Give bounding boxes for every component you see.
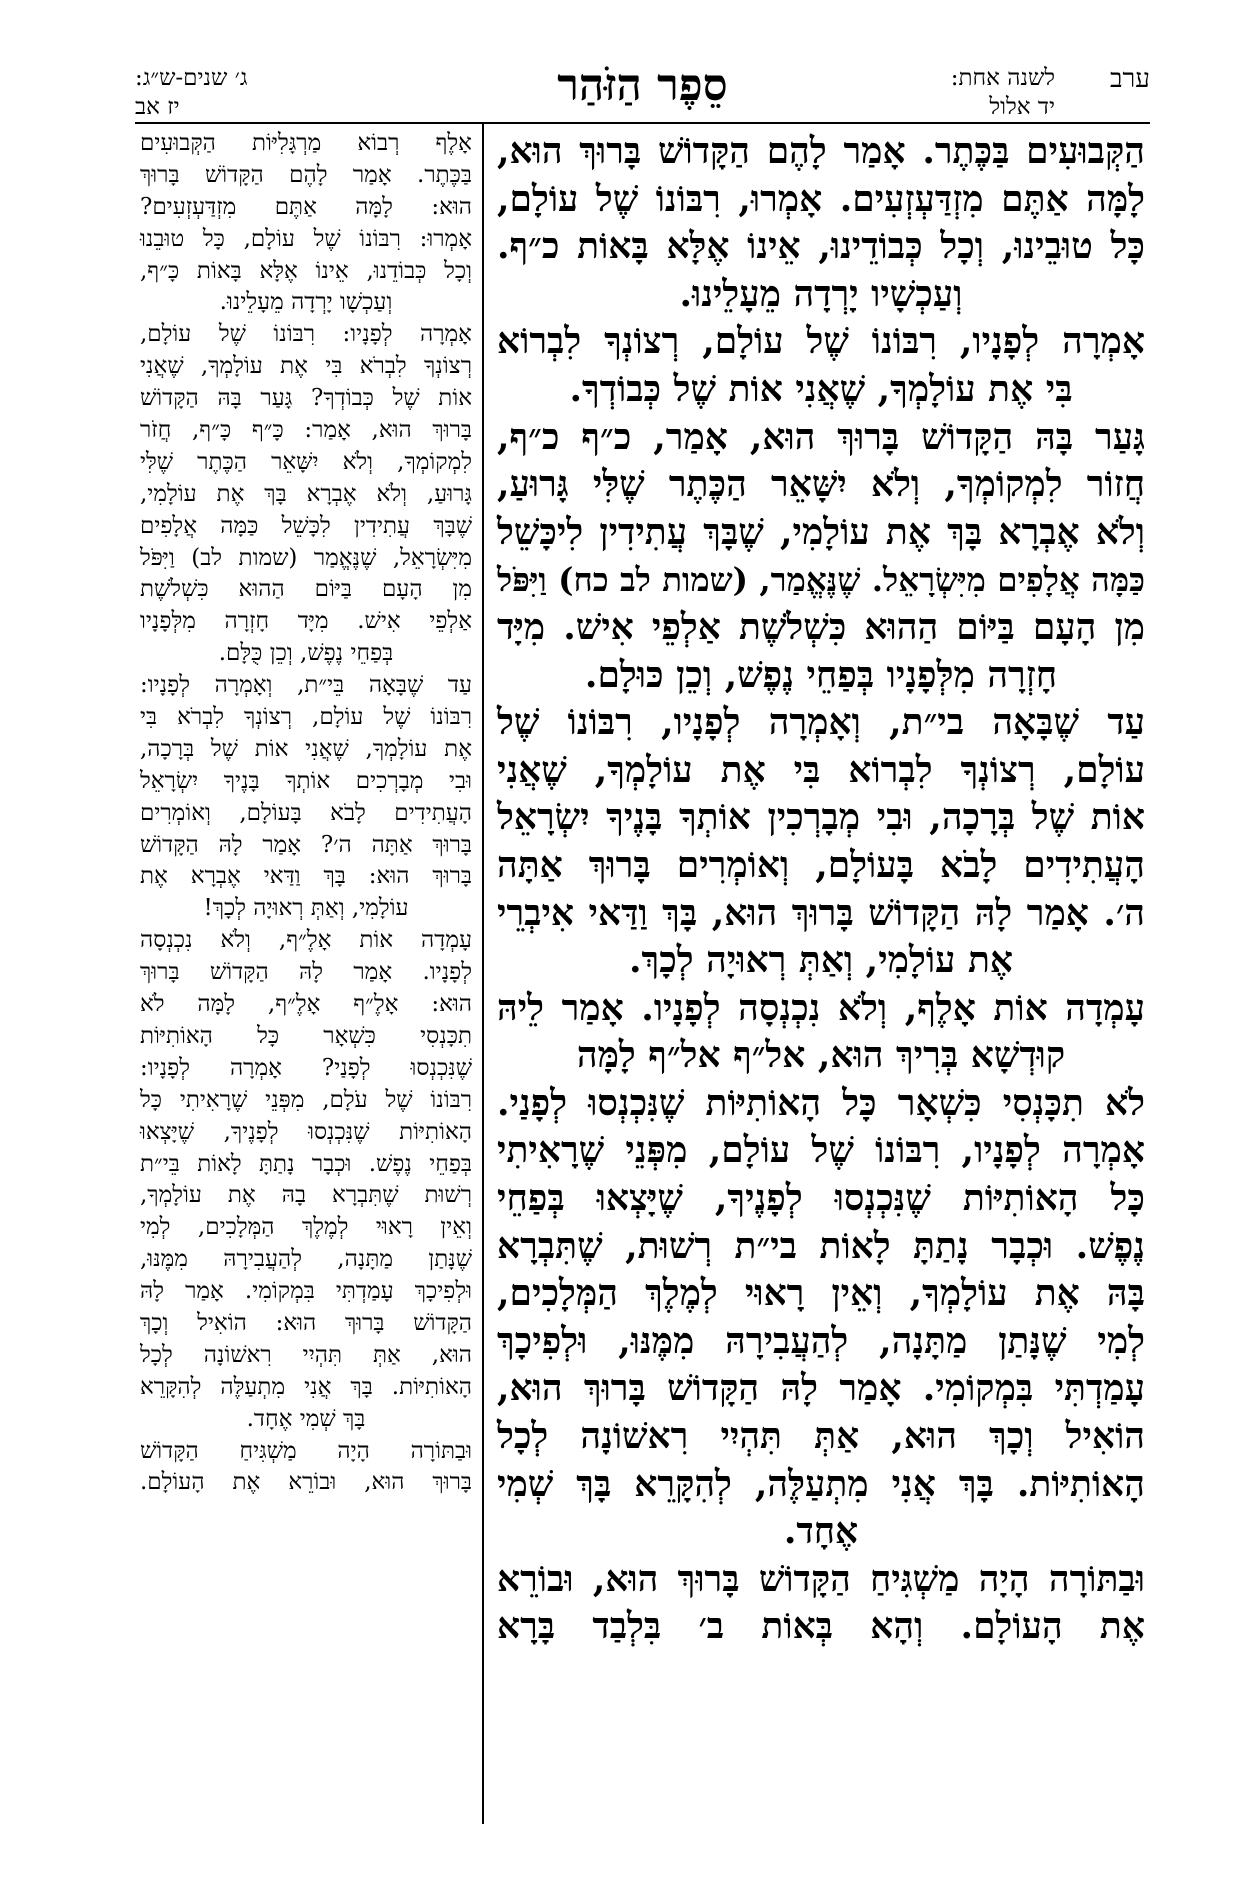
commentary-line: בְּפַחֵי נֶפֶשׁ. וּכְבָר נָתַתָּ לָאוֹת בֵּי״ת xyxy=(140,1150,472,1177)
commentary-line: הָעֲתִידִים לָבֹא בָּעוֹלָם, וְאוֹמְרִים xyxy=(140,799,472,826)
section-line-1: ג׳ שנים-ש״ג: xyxy=(135,65,248,91)
commentary-line: שֶׁנָּתַן מַתָּנָה, לְהַעֲבִירָהּ מִמֶּנּוּ, xyxy=(140,1246,472,1273)
main-text-line: קוּדְשָׁא בְּרִיךְ הוּא, אל״ף אל״ף לָמָּה xyxy=(576,1034,1066,1077)
commentary-line: בְּפַחֵי נֶפֶשׁ, וְכֵן כֻּלָּם. xyxy=(218,640,394,667)
commentary-line: אָלֶף רְבוֹא מַרְגָּלִיּוֹת הַקְּבוּעִים xyxy=(140,130,472,156)
main-text-line: מִן הָעָם בַּיּוֹם הַהוּא כִּשְׁלֹשֶׁת אַלְפֵי אִישׁ. מִיָּד xyxy=(497,605,1145,648)
main-text-line: וְלֹא אֶבְרָא בָּךְ אֶת עוֹלָמִי, שֶׁבָּךְ עֲתִידִין לִיכָּשֵׁל xyxy=(497,510,1145,553)
header-corner-label: ערב xyxy=(1109,64,1150,94)
main-text-line: ה׳. אָמַר לָהּ הַקָּדוֹשׁ בָּרוּךְ הוּא, בָּךְ וַדַּאי אִיבְרֵי xyxy=(497,891,1145,934)
commentary-line: רִבּוֹנוֹ שֶׁל עֹלָם, מִפְּנֵי שֶׁרָאִיתִי כָּל xyxy=(140,1086,472,1113)
main-text-line: אָמְרָה לְפָנָיו, רִבּוֹנוֹ שֶׁל עוֹלָם, רְצוֹנְךָ לִבְרוֹא xyxy=(497,320,1145,363)
commentary-line: אָמְרוּ: רִבּוֹנוֹ שֶׁל עוֹלָם, כָּל טוּבֵנוּ xyxy=(140,225,472,252)
commentary-line: אוֹת שֶׁל כְּבוֹדְךָ? גָּעַר בָּהּ הַקָּדוֹשׁ xyxy=(140,385,472,412)
commentary-line: הוּא, אַתְּ תִּהְיִי רִאשׁוֹנָה לְכָל xyxy=(140,1341,472,1368)
main-text-line: לְמִי שֶׁנָּתַן מַתָּנָה, לְהַעֲבִירָהּ מִמֶּנּוּ, וּלְפִיכָךְ xyxy=(497,1319,1145,1362)
section-line-2: יז אב xyxy=(135,94,180,120)
main-text-line: וּבַתּוֹרָה הָיָה מַשְׁגִּיחַ הַקָּדוֹשׁ בָּרוּךְ הוּא, וּבוֹרֵא xyxy=(497,1557,1145,1600)
commentary-line: עוֹלָמִי, וְאַתְּ רְאוּיָה לְכָךְ! xyxy=(203,895,409,922)
main-text-line: כָּל טוּבֵינוּ, וְכָל כְּבוֹדֵינוּ, אֵינוֹ אֶלָּא בָּאוֹת כ״ף. xyxy=(497,225,1145,268)
main-text-line: עַד שֶׁבָּאָה בי״ת, וְאָמְרָה לְפָנָיו, רִבּוֹנוֹ שֶׁל xyxy=(497,701,1145,744)
main-text-line: נֶפֶשׁ. וּכְבָר נָתַתָּ לָאוֹת בי״ת רְשׁוּת, שֶׁתִּבְרָא xyxy=(497,1224,1145,1267)
main-text-line: לָמָּה אַתֶּם מִזְדַּעְזְעִים. אָמְרוּ, רִבּוֹנוֹ שֶׁל עוֹלָם, xyxy=(497,177,1145,220)
commentary-line: וְכָל כְּבוֹדֵנוּ, אֵינוֹ אֶלָּא בָּאוֹת כָּ״ף, xyxy=(140,257,472,284)
commentary-line: וְאֵין רָאוּי לְמֶלֶךְ הַמְּלָכִים, לְמִי xyxy=(140,1214,472,1241)
main-text-line: אוֹת שֶׁל בְּרָכָה, וּבִי מְבָרְכִין אוֹתְךָ בָּנֶיךָ יִשְׂרָאֵל xyxy=(497,796,1145,839)
main-text-line: בִּי אֶת עוֹלָמְךָ, שֶׁאֲנִי אוֹת שֶׁל כְּבוֹדְךָ. xyxy=(569,367,1073,410)
main-text-line: לֹא תִכָּנְסִי כִּשְׁאָר כָּל הָאוֹתִיּוֹת שֶׁנִּכְנְסוּ לְפָנַי. xyxy=(497,1081,1145,1124)
commentary-line: אֶת עוֹלָמְךָ, שֶׁאֲנִי אוֹת שֶׁל בְּרָכָה, xyxy=(140,735,472,762)
commentary-line: לְפָנָיו. אָמַר לָהּ הַקָּדוֹשׁ בָּרוּךְ xyxy=(140,959,472,986)
main-text-line: הוֹאִיל וְכָךְ הוּא, אַתְּ תִּהְיִי רִאשׁוֹנָה לְכָל xyxy=(497,1415,1145,1458)
commentary-line: הַקָּדוֹשׁ בָּרוּךְ הוּא: הוֹאִיל וְכָךְ xyxy=(140,1309,472,1336)
commentary-line: בָּךְ שְׁמִי אֶחָד. xyxy=(246,1405,366,1432)
commentary-line: וּבַתּוֹרָה הָיָה מַשְׁגִּיחַ הַקָּדוֹשׁ xyxy=(140,1437,472,1464)
main-text-line: בָּהּ אֶת עוֹלָמְךָ, וְאֵין רָאוּי לְמֶלֶךְ הַמְּלָכִים, xyxy=(497,1272,1145,1315)
column-divider xyxy=(482,124,484,1824)
commentary-line: רְצוֹנְךָ לִבְרֹא בִּי אֶת עוֹלָמְךָ, שֶׁאֲנִי xyxy=(140,353,472,380)
main-text-line: הָאוֹתִיּוֹת. בָּךְ אֲנִי מִתְעַלֶּה, לְהִקָּרֵא בָּךְ שְׁמִי xyxy=(497,1462,1145,1505)
main-text-line: כָּל הָאוֹתִיּוֹת שֶׁנִּכְנְסוּ לְפָנֶיךָ, שֶׁיָּצְאוּ בְּפַחֵי xyxy=(497,1177,1145,1220)
commentary-line: עָמְדָה אוֹת אָלֶ״ף, וְלֹא נִכְנְסָה xyxy=(140,927,472,954)
commentary-line: גָּרוּעַ, וְלֹא אֶבְרָא בָּךְ אֶת עוֹלָמִי, xyxy=(140,480,472,507)
header-rule xyxy=(135,122,1150,124)
main-text-line: עָמְדָה אוֹת אָלֶף, וְלֹא נִכְנְסָה לְפָנָיו. אָמַר לֵיהּ xyxy=(497,986,1145,1029)
commentary-line: וּבִי מְבָרְכִים אוֹתְךָ בָּנֶיךָ יִשְׂרָאֵל xyxy=(140,767,472,794)
main-text-line: חָזְרָה מִלְּפָנָיו בְּפַחֵי נֶפֶשׁ, וְכֵן כּוּלָם. xyxy=(584,653,1058,696)
main-text-line: חֲזוֹר לִמְקוֹמְךָ, וְלֹא יִשָּׁאֵר הַכֶּתֶר שֶׁלִּי גָּרוּעַ, xyxy=(497,463,1145,506)
commentary-line: בָּרוּךְ הוּא, אָמַר: כָּ״ף כָּ״ף, חֲזֹר xyxy=(140,417,472,444)
main-text-line: הַקְּבוּעִים בַּכֶּתֶר. אָמַר לָהֶם הַקָּדוֹשׁ בָּרוּךְ הוּא, xyxy=(497,130,1145,172)
commentary-line: לִמְקוֹמְךָ, וְלֹא יִשָּׁאֵר הַכֶּתֶר שֶׁלִּי xyxy=(140,448,472,475)
page-title: סֵפֶר הַזֹּהַר xyxy=(557,60,728,111)
main-text-line: אֶחָד. xyxy=(783,1510,859,1553)
section-note xyxy=(135,64,248,122)
main-text-line: אֶת הָעוֹלָם. וְהָא בְּאוֹת ב׳ בִּלְבַד בָּרָא xyxy=(497,1605,1145,1648)
main-text-line: כַּמָּה אֲלָפִים מִיִּשְׂרָאֵל. שֶׁנֶּאֱמַר, (שמות לב כח) וַיִּפֹּל xyxy=(497,560,1145,600)
commentary-line: הוּא: אָלֶ״ף אָלֶ״ף, לָמָּה לֹא xyxy=(140,991,472,1018)
commentary-line: אַלְפֵי אִישׁ. מִיָּד חָזְרָה מִלְּפָנָיו xyxy=(140,608,472,635)
main-text-line: אָמְרָה לְפָנָיו, רִבּוֹנוֹ שֶׁל עוֹלָם, מִפְּנֵי שֶׁרָאִיתִי xyxy=(497,1129,1145,1172)
commentary-line: מִן הָעָם בַּיּוֹם הַהוּא כִּשְׁלֹשֶׁת xyxy=(140,576,472,603)
commentary-line: רִבּוֹנוֹ שֶׁל עוֹלָם, רְצוֹנְךָ לִבְרֹא בִּי xyxy=(140,704,472,731)
schedule-line-1: לשנה אחת: xyxy=(950,65,1055,91)
main-text-column xyxy=(497,128,1145,1651)
commentary-line: עַד שֶׁבָּאָה בֵּי״ת, וְאָמְרָה לְפָנָיו: xyxy=(140,672,472,699)
commentary-line: רְשׁוּת שֶׁתִּבְרָא בָהּ אֶת עוֹלָמְךָ, xyxy=(140,1182,472,1209)
main-text-line: וְעַכְשָׁיו יָרְדָה מֵעָלֵינוּ. xyxy=(679,272,963,315)
page-header xyxy=(135,60,1150,120)
main-text-line: עָמַדְתִּי בִּמְקוֹמִי. אָמַר לָהּ הַקָּדוֹשׁ בָּרוּךְ הוּא, xyxy=(497,1367,1145,1410)
schedule-line-2: יד אלול xyxy=(989,94,1055,120)
commentary-line: בָּרוּךְ הוּא: בָּךְ וַדַּאי אֶבְרָא אֶת xyxy=(140,863,472,890)
commentary-line: וְעַכְשָׁו יָרְדָה מֵעָלֵינוּ. xyxy=(219,289,393,316)
commentary-line: הָאוֹתִיּוֹת. בָּךְ אֲנִי מִתְעַלֶּה לְהִקָּרֵא xyxy=(140,1373,472,1400)
commentary-line: שֶׁבָּךְ עֲתִידִין לִכָּשֵׁל כַּמָּה אֲלָפִים xyxy=(140,512,472,539)
commentary-line: שֶׁנִּכְנְסוּ לְפָנַי? אָמְרָה לְפָנָיו: xyxy=(140,1054,472,1081)
commentary-line: בָּרוּךְ הוּא, וּבוֹרֵא אֶת הָעוֹלָם. xyxy=(140,1469,472,1496)
commentary-line: בָּרוּךְ אַתָּה ה׳? אָמַר לָהּ הַקָּדוֹשׁ xyxy=(140,831,472,858)
commentary-column xyxy=(140,128,472,1499)
main-text-line: הָעֲתִידִים לָבֹא בָּעוֹלָם, וְאוֹמְרִים בָּרוּךְ אַתָּה xyxy=(497,843,1145,886)
commentary-line: מִיִּשְׂרָאֵל, שֶׁנֶּאֱמַר (שמות לב) וַיִּפֹּל xyxy=(140,544,472,571)
commentary-line: בַּכֶּתֶר. אָמַר לָהֶם הַקָּדוֹשׁ בָּרוּךְ xyxy=(140,161,472,188)
main-text-line: עוֹלָם, רְצוֹנְךָ לִבְרוֹא בִּי אֶת עוֹלָמְךָ, שֶׁאֲנִי xyxy=(497,748,1145,791)
commentary-line: הוּא: לָמָּה אַתֶּם מִזְדַּעְזְעִים? xyxy=(140,193,472,220)
main-text-line: אֶת עוֹלָמִי, וְאַתְּ רְאוּיָה לְכָךְ. xyxy=(628,939,1014,982)
commentary-line: וּלְפִיכָךְ עָמַדְתִּי בִּמְקוֹמִי. אָמַר לָהּ xyxy=(140,1278,472,1305)
main-text-line: גָּעַר בָּהּ הַקָּדוֹשׁ בָּרוּךְ הוּא, אָמַר, כ״ף כ״ף, xyxy=(497,415,1145,458)
commentary-line: תִכָּנְסִי כִּשְׁאָר כָּל הָאוֹתִיּוֹת xyxy=(140,1022,472,1049)
commentary-line: אָמְרָה לְפָנָיו: רִבּוֹנוֹ שֶׁל עוֹלָם, xyxy=(140,321,472,348)
commentary-line: הָאוֹתִיּוֹת שֶׁנִּכְנְסוּ לְפָנֶיךָ, שֶׁיָּצְאוּ xyxy=(140,1118,472,1145)
